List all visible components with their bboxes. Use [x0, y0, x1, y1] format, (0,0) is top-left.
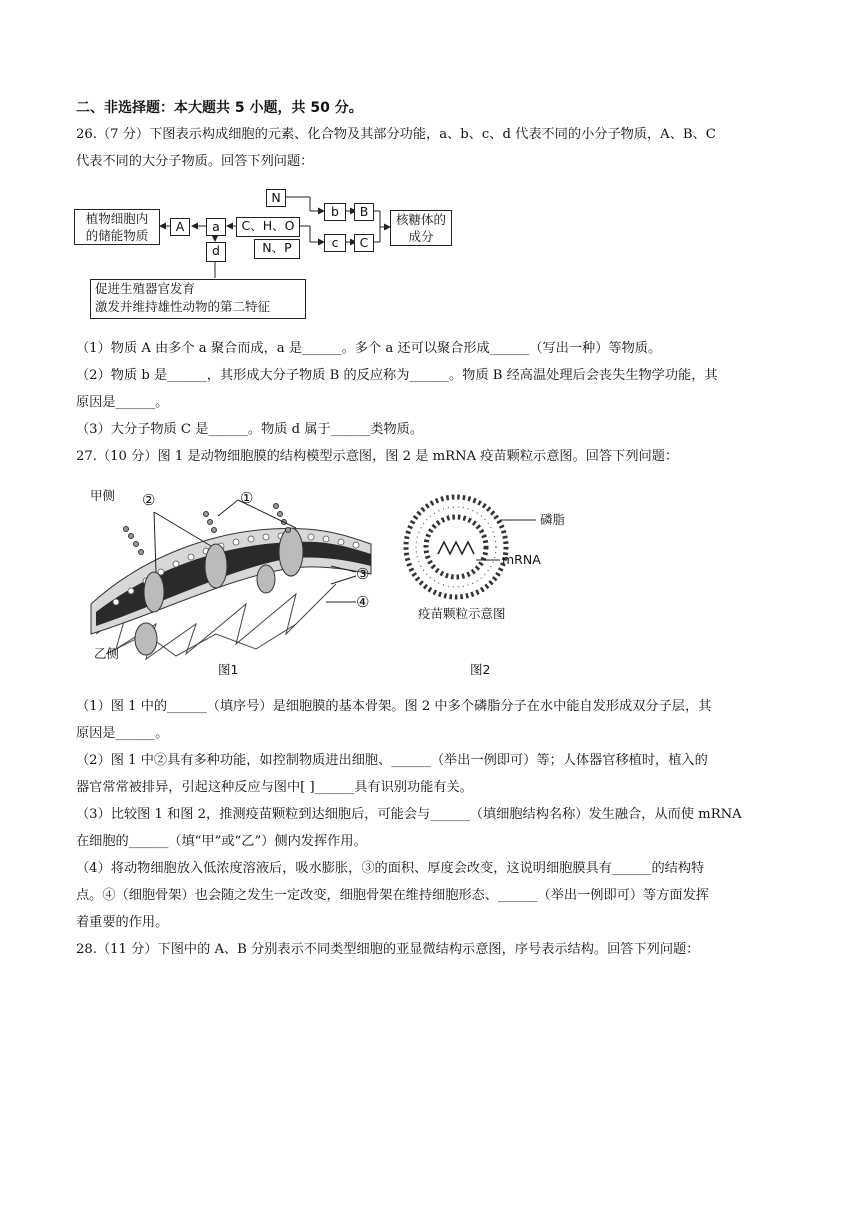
box-B: B [354, 203, 374, 221]
box-A: A [170, 218, 190, 236]
q27-part2-line1: （2）图 1 中②具有多种功能，如控制物质进出细胞、______（举出一例即可）等；人体器官移植时，植入的 [76, 753, 708, 768]
fig1-side-jia: 甲侧 [90, 488, 116, 503]
plant-storage-line2: 的储能物质 [85, 228, 149, 243]
promote-line2: 激发并维持雄性动物的第二特征 [95, 299, 271, 314]
fig2-mrna-label: mRNA [502, 552, 541, 567]
figure1-cell-membrane [86, 484, 376, 680]
plant-storage-line1: 植物细胞内 [85, 211, 149, 226]
fig1-label-4: ④ [356, 593, 370, 611]
q26-part1: （1）物质 A 由多个 a 聚合而成，a 是______。多个 a 还可以聚合形成______（写出一种）等物质。 [76, 341, 662, 356]
fig1-side-yi: 乙侧 [94, 646, 120, 661]
box-a: a [206, 218, 226, 236]
fig2-title: 疫苗颗粒示意图 [418, 606, 506, 621]
q27-part3-line1: （3）比较图 1 和图 2，推测疫苗颗粒到达细胞后，可能会与______（填细胞结构名称）发生融合，从而使 mRNA [76, 807, 742, 822]
fig1-label-3: ③ [356, 565, 370, 583]
membrane-illustration [86, 484, 376, 680]
box-d: d [206, 242, 226, 262]
q27-stem: 27.（10 分）图 1 是动物细胞膜的结构模型示意图，图 2 是 mRNA 疫苗颗粒示意图。回答下列问题： [76, 449, 679, 464]
box-N: N [266, 189, 286, 207]
q26-part2-line1: （2）物质 b 是______，其形成大分子物质 B 的反应称为______。物质 B 经高温处理后会丧失生物学功能，其 [76, 368, 718, 383]
promote-line1: 促进生殖器官发育 [95, 281, 196, 296]
box-NP: N、P [254, 239, 300, 259]
q26-stem-line1: 26.（7 分）下图表示构成细胞的元素、化合物及其部分功能，a、b、c、d 代表不同的小分子物质，A、B、C [76, 127, 716, 142]
q27-part2-line2: 器官常常被排异，引起这种反应与图中[ ]______具有识别功能有关。 [76, 780, 473, 795]
ribosome-component-box [390, 210, 452, 246]
q27-part4-line1: （4）将动物细胞放入低浓度溶液后，吸水膨胀，③的面积、厚度会改变，这说明细胞膜具有______的结构特 [76, 861, 705, 876]
fig2-phospholipid-label: 磷脂 [540, 512, 566, 527]
q26-concept-diagram [70, 185, 460, 325]
box-C: C [354, 234, 374, 252]
q26-part2-line2: 原因是______。 [76, 395, 169, 410]
promote-reproduction-box [90, 279, 306, 319]
fig2-caption: 图2 [470, 662, 491, 677]
q26-part3: （3）大分子物质 C 是______。物质 d 属于______类物质。 [76, 422, 424, 437]
ribosome-line2: 成分 [408, 229, 434, 244]
figure2-vaccine-particle [396, 484, 576, 680]
box-c: c [324, 234, 346, 252]
fig1-label-1: ① [240, 489, 254, 507]
plant-storage-box [74, 209, 160, 245]
box-CHO: C、H、O [236, 217, 300, 237]
q27-part3-line2: 在细胞的______（填“甲”或“乙”）侧内发挥作用。 [76, 834, 367, 849]
fig1-caption: 图1 [218, 662, 239, 677]
q27-part1-line2: 原因是______。 [76, 726, 169, 741]
q27-part4-line2: 点。④（细胞骨架）也会随之发生一定改变，细胞骨架在维持细胞形态、______（举出一例即可）等方面发挥 [76, 888, 709, 903]
section-title: 二、非选择题：本大题共 5 小题，共 50 分。 [76, 100, 363, 116]
q27-part1-line1: （1）图 1 中的______（填序号）是细胞膜的基本骨架。图 2 中多个磷脂分子在水中能自发形成双分子层，其 [76, 699, 712, 714]
box-b: b [324, 203, 346, 221]
q27-part4-line3: 着重要的作用。 [76, 915, 169, 930]
q28-stem: 28.（11 分）下图中的 A、B 分别表示不同类型细胞的亚显微结构示意图，序号表示结构。回答下列问题： [76, 942, 700, 957]
fig1-label-2: ② [142, 491, 156, 509]
ribosome-line1: 核糖体的 [395, 212, 446, 227]
q26-stem-line2: 代表不同的大分子物质。回答下列问题： [76, 154, 314, 169]
